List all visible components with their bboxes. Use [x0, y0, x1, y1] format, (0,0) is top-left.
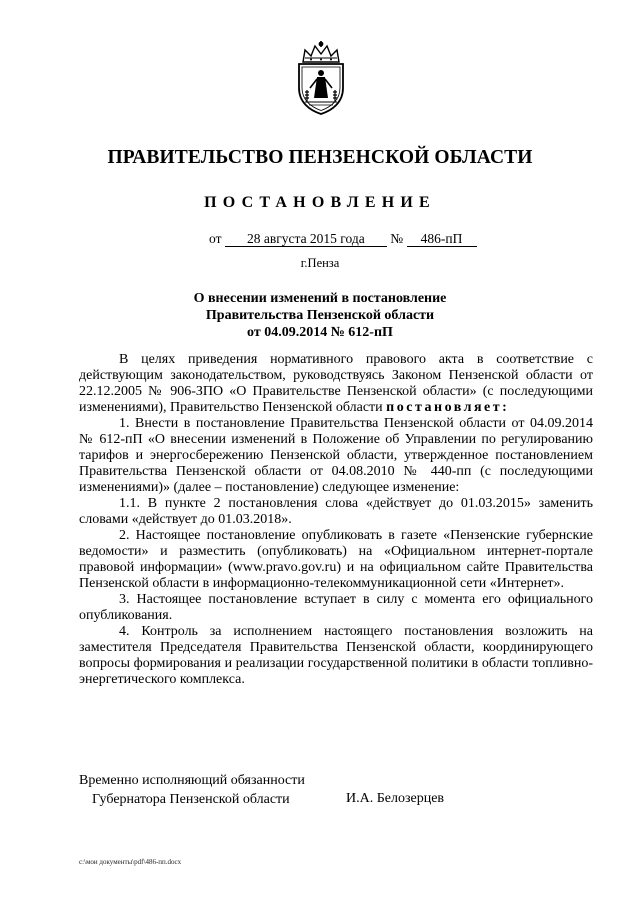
- preamble-text: В целях приведения нормативного правового акта в соответствие с действующим законодательством, руководствуясь Законом Пензенской области от 22.12.2005 № 906-ЗПО «О Правительстве Пензенской области» (с последующими изменениями), Правительство Пензенской области: [79, 352, 593, 415]
- heading-line-2: Правительства Пензенской области: [205, 308, 435, 323]
- footer-file-path: c:\мои документы\pdf\486-пп.docx: [79, 858, 182, 866]
- paragraph-item-2: 2. Настоящее постановление опубликовать в газете «Пензенские губернские ведомости» и разместить (опубликовать) на «Официальном интернет-портале правовой информации» (www.pravo.gov.ru) и на официальном сайте Правительства Пензенской области в информационно-телекоммуникационной сети «Интернет».: [79, 528, 593, 591]
- paragraph-item-3: 3. Настоящее постановление вступает в силу с момента его официального опубликования.: [79, 592, 593, 623]
- document-type: ПОСТАНОВЛЕНИЕ: [204, 194, 436, 211]
- signatory-name: И.А. Белозерцев: [346, 791, 445, 806]
- paragraph-item-1-1: 1.1. В пункте 2 постановления слова «действует до 01.03.2015» заменить словами «действует до 01.03.2018».: [79, 496, 593, 527]
- paragraph-item-4: 4. Контроль за исполнением настоящего постановления возложить на заместителя Председателя Правительства Пензенской области, координирующего вопросы формирования и реализации государственной политики в области топливно-энергетического комплекса.: [79, 624, 593, 687]
- date-prefix: от: [209, 231, 222, 246]
- resolves-word: постановляет:: [386, 400, 510, 415]
- document-date: 28 августа 2015 года: [225, 231, 387, 247]
- organization-title: ПРАВИТЕЛЬСТВО ПЕНЗЕНСКОЙ ОБЛАСТИ: [107, 147, 533, 168]
- position-line-1: Временно исполняющий обязанности: [79, 773, 305, 788]
- city: г.Пенза: [300, 256, 340, 270]
- penza-region-coat-of-arms-icon: [291, 40, 351, 116]
- paragraph-preamble: [79, 352, 593, 416]
- paragraph-item-1: 1. Внести в постановление Правительства Пензенской области от 04.09.2014 № 612-пП «О внесении изменений в Положение об Управлении по регулированию тарифов и энергосбережению Пензенской области, утвержденное постановлением Правительства Пензенской области от 04.08.2010 № 440-пп (с последующими изменениями)» (далее – постановление) следующее изменение:: [79, 416, 593, 495]
- number-prefix: №: [390, 231, 404, 246]
- heading-line-1: О внесении изменений в постановление: [193, 291, 447, 306]
- document-body: [79, 352, 593, 688]
- document-heading: [0, 290, 640, 341]
- position-line-2: Губернатора Пензенской области: [92, 791, 290, 807]
- heading-line-3: от 04.09.2014 № 612-пП: [247, 325, 393, 340]
- date-number-line: [209, 231, 477, 247]
- document-number: 486-пП: [407, 231, 477, 247]
- signatory-position: [79, 772, 305, 809]
